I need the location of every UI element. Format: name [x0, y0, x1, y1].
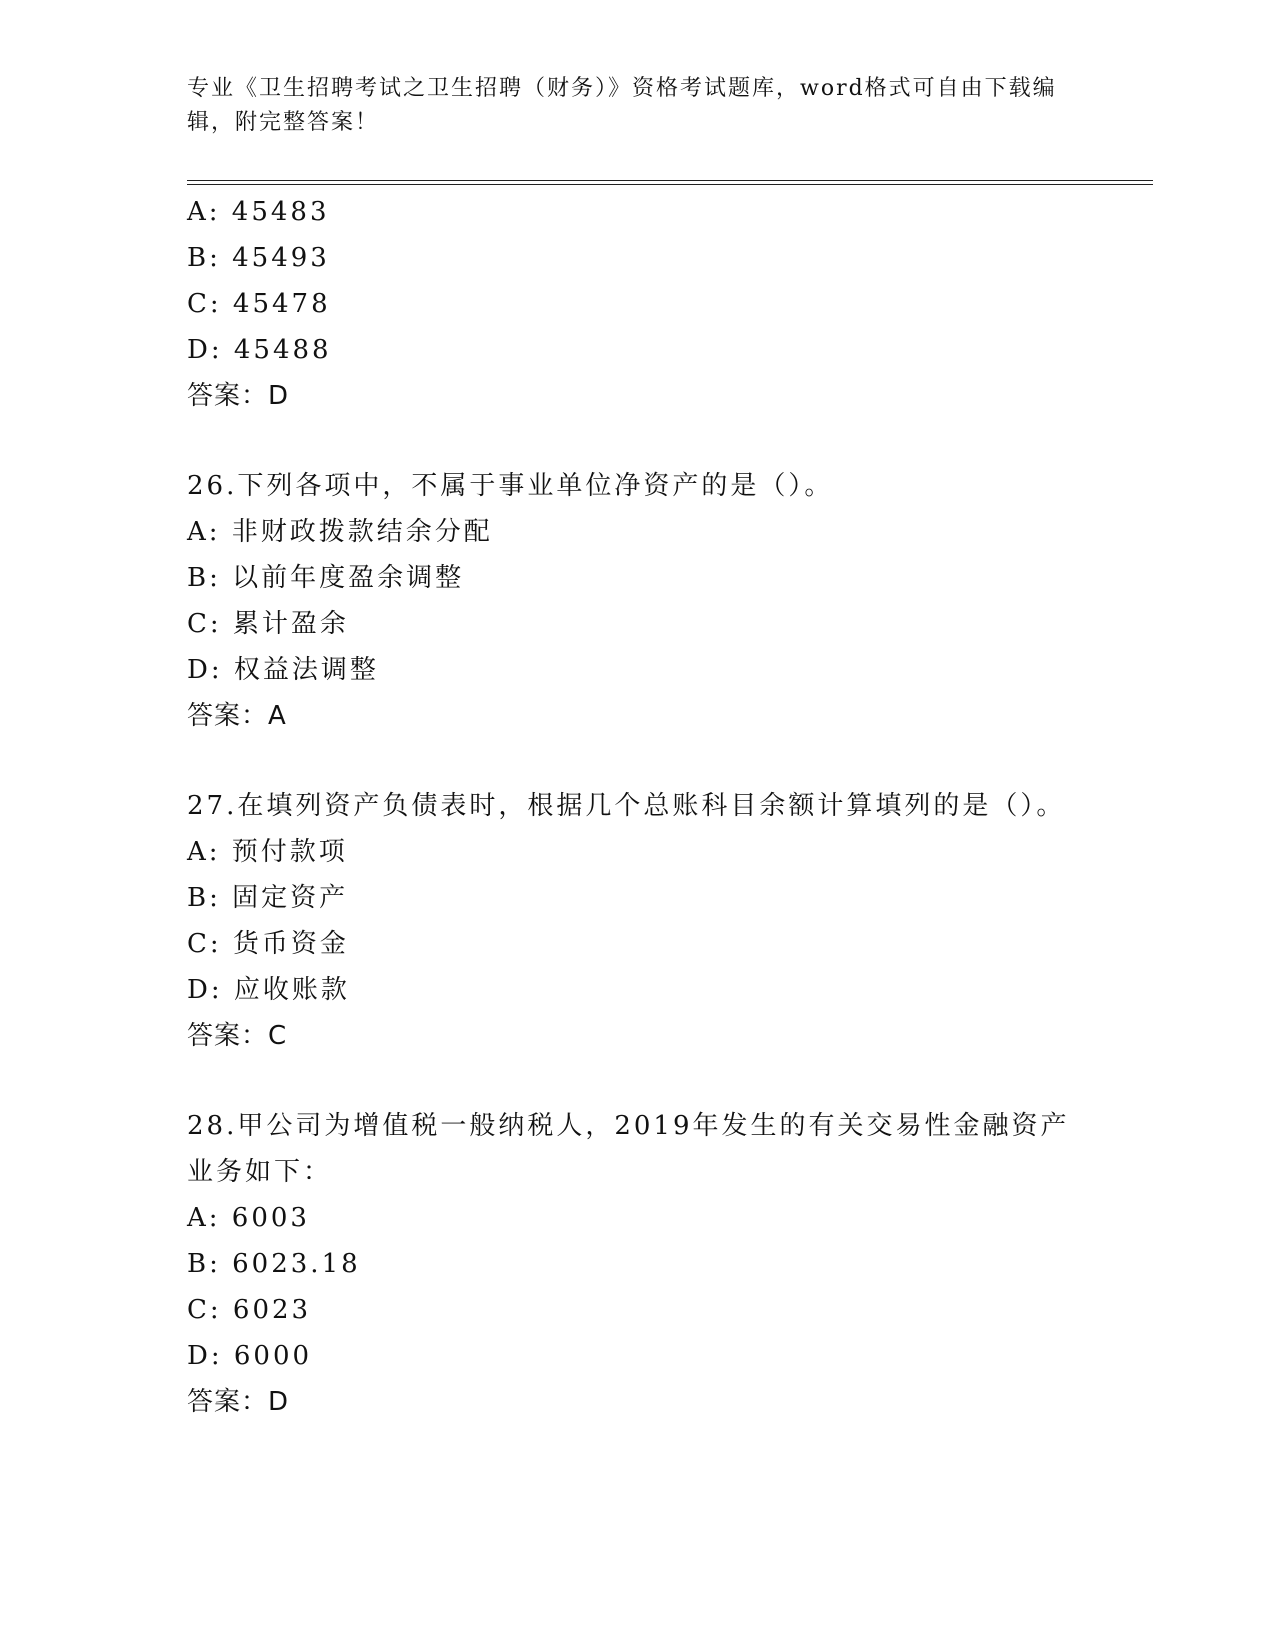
answer-line: 答案：C: [187, 1021, 288, 1051]
option-a: A: 非财政拨款结余分配: [187, 517, 493, 547]
answer-line: 答案：D: [187, 381, 290, 411]
answer-line: 答案：A: [187, 701, 287, 731]
option-a: A: 6003: [187, 1203, 310, 1233]
option-a: A: 预付款项: [187, 837, 348, 867]
option-c: C: 货币资金: [187, 929, 349, 959]
option-d: D: 6000: [187, 1341, 313, 1371]
option-b: B: 45493: [187, 243, 330, 273]
document-header-note: 专业《卫生招聘考试之卫生招聘（财务）》资格考试题库，word格式可自由下载编辑，附完整答案！: [187, 76, 1057, 135]
option-b: B: 以前年度盈余调整: [187, 563, 465, 593]
question-stem: 28.甲公司为增值税一般纳税人，2019年发生的有关交易性金融资产业务如下：: [187, 1111, 1070, 1187]
question-stem: 27.在填列资产负债表时，根据几个总账科目余额计算填列的是（）。: [187, 791, 1066, 821]
option-d: D: 权益法调整: [187, 655, 379, 685]
header-divider-bottom: [187, 184, 1153, 185]
option-d: D: 应收账款: [187, 975, 350, 1005]
option-a: A: 45483: [187, 197, 330, 227]
option-d: D: 45488: [187, 335, 332, 365]
option-b: B: 6023.18: [187, 1249, 361, 1279]
answer-line: 答案：D: [187, 1387, 290, 1417]
question-25-continued: [187, 189, 1127, 419]
option-b: B: 固定资产: [187, 883, 349, 913]
question-27: [187, 783, 1127, 1059]
header-divider-top: [187, 180, 1153, 181]
option-c: C: 45478: [187, 289, 331, 319]
option-c: C: 6023: [187, 1295, 312, 1325]
question-list: [187, 189, 1127, 1425]
question-stem: 26.下列各项中，不属于事业单位净资产的是（）。: [187, 471, 834, 501]
question-26: [187, 463, 1127, 739]
option-c: C: 累计盈余: [187, 609, 349, 639]
question-28: [187, 1103, 1127, 1425]
